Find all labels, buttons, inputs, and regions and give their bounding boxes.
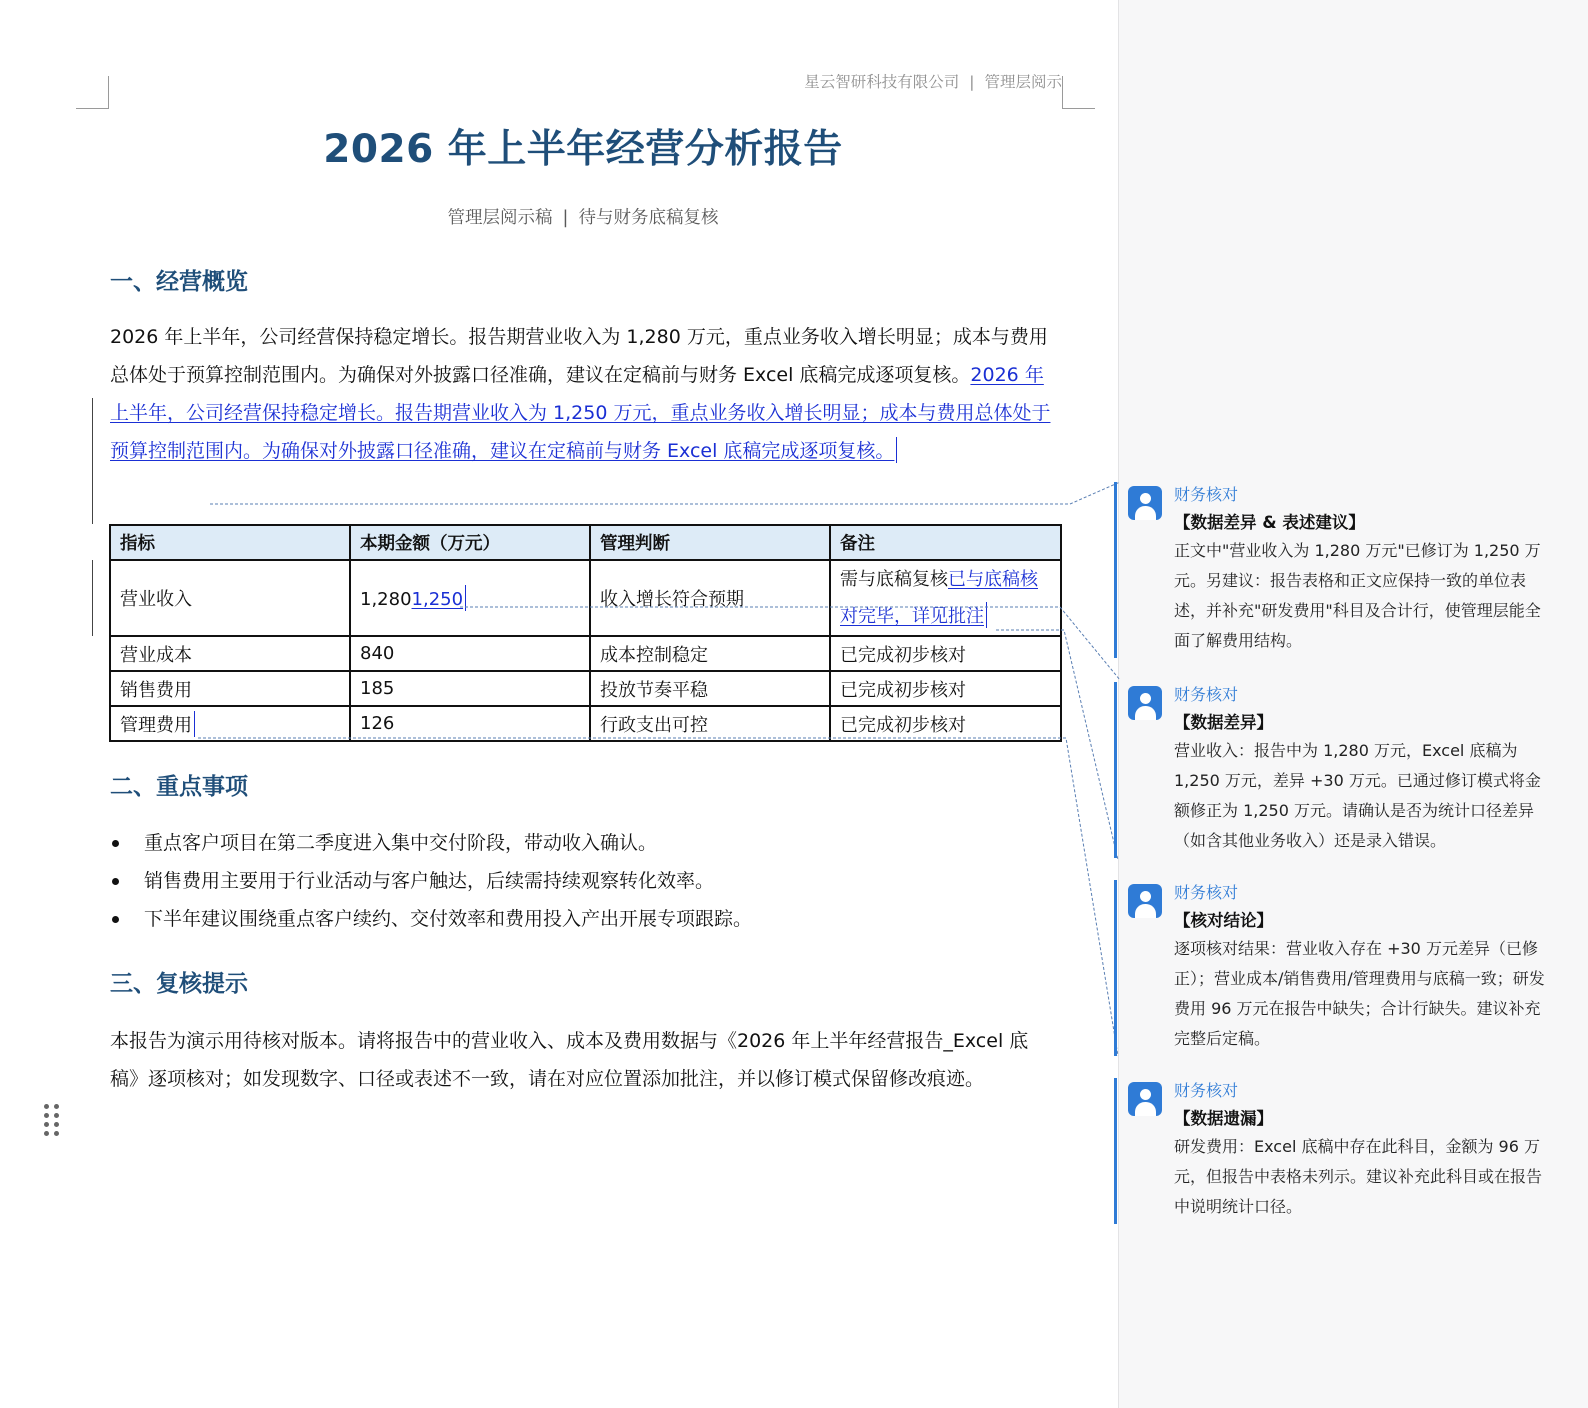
table-cell-amount[interactable]: 185 bbox=[350, 671, 590, 706]
table-cell-amount[interactable]: 840 bbox=[350, 636, 590, 671]
table-cell-note[interactable] bbox=[830, 560, 1061, 636]
table-cell-metric[interactable] bbox=[110, 706, 350, 741]
amount-tracked-insertion[interactable]: 1,250 bbox=[411, 589, 464, 610]
drag-handle-icon[interactable] bbox=[42, 1104, 62, 1136]
revision-change-bar bbox=[92, 398, 93, 524]
comment-author[interactable]: 财务核对 bbox=[1174, 485, 1239, 504]
tracked-insertion[interactable]: 2026 年上半年，公司经营保持稳定增长。报告期营业收入为 1,250 万元，重点业务收入增长明显；成本与费用总体处于预算控制范围内。为确保对外披露口径准确，建议在定稿前与财务 Excel 底稿完成逐项复核。 bbox=[110, 364, 1051, 462]
comment-author[interactable]: 财务核对 bbox=[1174, 1081, 1239, 1100]
note-tracked-insertion[interactable]: 已与底稿核对完毕，详见批注 bbox=[840, 569, 1038, 627]
table-header-row bbox=[110, 525, 1061, 560]
overview-paragraph[interactable] bbox=[110, 318, 1062, 470]
document-subtitle[interactable] bbox=[108, 204, 1058, 229]
comment-accent-bar bbox=[1114, 1078, 1117, 1224]
comment-author[interactable]: 财务核对 bbox=[1174, 685, 1239, 704]
header-company: 星云智研科技有限公司 bbox=[804, 73, 960, 91]
comment-anchor-marker bbox=[465, 585, 466, 611]
table-cell-amount[interactable]: 126 bbox=[350, 706, 590, 741]
comment-anchor-marker bbox=[986, 602, 987, 628]
table-row bbox=[110, 671, 1061, 706]
table-cell-metric[interactable]: 销售费用 bbox=[110, 671, 350, 706]
comment-anchor-marker bbox=[896, 437, 897, 463]
revision-change-bar-table bbox=[92, 560, 93, 636]
financial-table bbox=[109, 524, 1062, 742]
comment-text[interactable]: 营业收入：报告中为 1,280 万元，Excel 底稿为 1,250 万元，差异 +30 万元。已通过修订模式将金额修正为 1,250 万元。请确认是否为统计口径差异（如含其他业务收入）还是录入错误。 bbox=[1174, 741, 1541, 850]
user-avatar-icon bbox=[1128, 686, 1162, 720]
user-avatar-icon bbox=[1128, 486, 1162, 520]
table-cell-judgement[interactable]: 投放节奏平稳 bbox=[590, 671, 830, 706]
user-avatar-icon bbox=[1128, 884, 1162, 918]
list-item[interactable]: 销售费用主要用于行业活动与客户触达，后续需持续观察转化效率。 bbox=[110, 862, 752, 900]
table-cell-judgement[interactable]: 收入增长符合预期 bbox=[590, 560, 830, 636]
page-header[interactable] bbox=[804, 70, 1062, 92]
crop-mark-top-left bbox=[76, 76, 109, 109]
comment-anchor-marker bbox=[194, 711, 195, 737]
comment-author[interactable]: 财务核对 bbox=[1174, 883, 1239, 902]
comment-accent-bar bbox=[1114, 880, 1117, 1056]
comment-tag: 【数据差异 & 表述建议】 bbox=[1174, 513, 1365, 532]
table-cell-amount[interactable] bbox=[350, 560, 590, 636]
header-separator: | bbox=[969, 73, 975, 91]
table-cell-judgement[interactable]: 成本控制稳定 bbox=[590, 636, 830, 671]
table-cell-note[interactable]: 已完成初步核对 bbox=[830, 671, 1061, 706]
subtitle-right: 待与财务底稿复核 bbox=[578, 208, 719, 228]
comment-tag: 【数据遗漏】 bbox=[1174, 1109, 1273, 1128]
subtitle-separator: | bbox=[562, 208, 569, 228]
crop-mark-top-right bbox=[1062, 76, 1095, 109]
table-cell-note[interactable]: 已完成初步核对 bbox=[830, 636, 1061, 671]
comment-text[interactable]: 研发费用：Excel 底稿中存在此科目，金额为 96 万元，但报告中表格未列示。建议补充此科目或在报告中说明统计口径。 bbox=[1174, 1137, 1543, 1216]
metric-text: 管理费用 bbox=[120, 714, 192, 736]
table-header-cell[interactable]: 本期金额（万元） bbox=[350, 525, 590, 560]
amount-original: 1,280 bbox=[360, 589, 412, 610]
comment-accent-bar bbox=[1114, 682, 1117, 858]
table-row bbox=[110, 560, 1061, 636]
section-heading-key-items[interactable]: 二、重点事项 bbox=[110, 774, 248, 800]
section-heading-review[interactable]: 三、复核提示 bbox=[110, 971, 248, 997]
comment-text[interactable]: 逐项核对结果：营业收入存在 +30 万元差异（已修正）；营业成本/销售费用/管理费用与底稿一致；研发费用 96 万元在报告中缺失；合计行缺失。建议补充完整后定稿。 bbox=[1174, 939, 1545, 1048]
table-cell-note[interactable]: 已完成初步核对 bbox=[830, 706, 1061, 741]
document-title[interactable]: 2026 年上半年经营分析报告 bbox=[323, 127, 843, 172]
table-row bbox=[110, 636, 1061, 671]
comment-tag: 【核对结论】 bbox=[1174, 911, 1273, 930]
table-header-cell[interactable]: 指标 bbox=[110, 525, 350, 560]
table-header-cell[interactable]: 备注 bbox=[830, 525, 1061, 560]
key-items-list bbox=[110, 824, 752, 938]
list-item[interactable]: 下半年建议围绕重点客户续约、交付效率和费用投入产出开展专项跟踪。 bbox=[110, 900, 752, 938]
review-paragraph[interactable]: 本报告为演示用待核对版本。请将报告中的营业收入、成本及费用数据与《2026 年上半年经营报告_Excel 底稿》逐项核对；如发现数字、口径或表述不一致，请在对应位置添加批注，并以修订模式保留修改痕迹。 bbox=[110, 1030, 1029, 1090]
table-row bbox=[110, 706, 1061, 741]
overview-original-text: 2026 年上半年，公司经营保持稳定增长。报告期营业收入为 1,280 万元，重点业务收入增长明显；成本与费用总体处于预算控制范围内。为确保对外披露口径准确，建议在定稿前与财务 Excel 底稿完成逐项复核。 bbox=[110, 326, 1048, 386]
table-cell-metric[interactable]: 营业成本 bbox=[110, 636, 350, 671]
section-heading-overview[interactable]: 一、经营概览 bbox=[110, 269, 248, 295]
note-original: 需与底稿复核 bbox=[840, 569, 948, 590]
list-item[interactable]: 重点客户项目在第二季度进入集中交付阶段，带动收入确认。 bbox=[110, 824, 752, 862]
table-cell-judgement[interactable]: 行政支出可控 bbox=[590, 706, 830, 741]
comment-text[interactable]: 正文中"营业收入为 1,280 万元"已修订为 1,250 万元。另建议：报告表格和正文应保持一致的单位表述，并补充"研发费用"科目及合计行，使管理层能全面了解费用结构。 bbox=[1174, 541, 1541, 650]
table-cell-metric[interactable]: 营业收入 bbox=[110, 560, 350, 636]
table-header-cell[interactable]: 管理判断 bbox=[590, 525, 830, 560]
comment-tag: 【数据差异】 bbox=[1174, 713, 1273, 732]
subtitle-left: 管理层阅示稿 bbox=[447, 208, 553, 228]
comment-accent-bar bbox=[1114, 482, 1117, 658]
user-avatar-icon bbox=[1128, 1082, 1162, 1116]
header-audience: 管理层阅示 bbox=[984, 73, 1062, 91]
